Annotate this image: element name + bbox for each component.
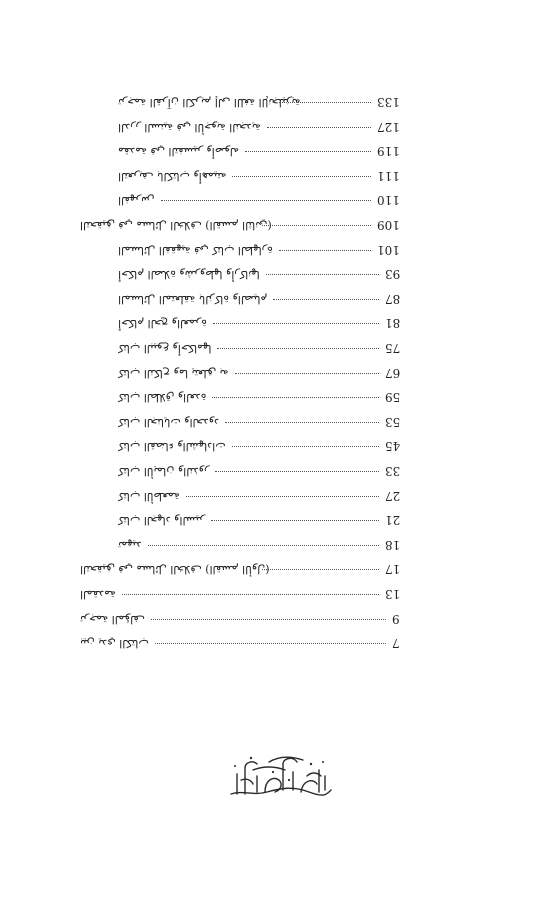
toc-page-number: 53 (384, 414, 400, 429)
toc-entry-title: الدرر السنية في الأجوبة النجدية (118, 120, 261, 134)
toc-row[interactable] (118, 291, 400, 307)
toc-entry-title: كتاب الأطعمة (118, 489, 180, 503)
toc-page-number: 133 (377, 95, 400, 109)
toc-page-number: 81 (384, 316, 400, 331)
toc-leader-dots (161, 200, 372, 201)
toc-row[interactable] (118, 389, 400, 405)
toc-row[interactable] (118, 266, 400, 282)
toc-row[interactable] (80, 561, 400, 577)
toc-entry-title: بين يدي الكتاب (80, 637, 149, 651)
toc-entry-title: كتاب النكاح وما يتعلق به (118, 366, 229, 380)
toc-entry-title: التعريف بالكتاب وأهميته (118, 169, 227, 183)
toc-page-number: 75 (384, 341, 400, 355)
toc-leader-dots (232, 176, 371, 177)
toc-entry-title: التحقيق في مسائل الخلاف (القسم الأول) (80, 563, 270, 577)
toc-entry-title: كتاب الجهاد والسير (118, 514, 206, 528)
toc-row[interactable] (118, 488, 400, 504)
toc-page-number: 110 (377, 193, 400, 208)
toc-entry-title: التحقيق في مسائل الخلاف (القسم الثاني) (80, 219, 272, 232)
toc-row[interactable] (118, 537, 400, 553)
toc-page-number: 119 (377, 144, 400, 159)
toc-page-number: 109 (377, 218, 400, 232)
toc-page-number: 127 (377, 119, 400, 134)
toc-leader-dots (273, 299, 378, 300)
toc-row[interactable] (118, 463, 400, 479)
toc-row[interactable] (118, 365, 400, 381)
toc-leader-dots (232, 446, 379, 447)
toc-leader-dots (186, 496, 379, 497)
toc-leader-dots (148, 545, 379, 546)
toc-page-number: 21 (384, 513, 400, 528)
toc-entry-title: تمهيد (118, 538, 142, 552)
toc-page-number: 93 (384, 267, 400, 282)
toc-leader-dots (155, 643, 387, 644)
calligraphy-ornament-icon (223, 750, 335, 800)
toc-leader-dots (225, 422, 379, 423)
toc-entry-title: أحكام الحج والعمرة (118, 317, 207, 331)
toc-page-number: 33 (384, 464, 400, 478)
toc-page-number: 87 (384, 291, 400, 306)
toc-leader-dots (279, 250, 371, 251)
toc-page-number: 7 (392, 636, 400, 651)
toc-page-number: 59 (384, 390, 400, 405)
toc-entry-title: المسائل المتعلقة بالزكاة والصيام (118, 292, 268, 306)
toc-leader-dots (266, 274, 379, 275)
toc-row[interactable] (80, 217, 400, 233)
toc-leader-dots (212, 397, 378, 398)
toc-entry-title: كتاب الطلاق والعدة (118, 391, 207, 405)
toc-leader-dots (235, 373, 379, 374)
toc-entry-title: الفهرس (118, 194, 155, 208)
toc-row[interactable] (118, 192, 400, 208)
toc-row[interactable] (118, 94, 400, 110)
toc-row[interactable] (118, 242, 400, 258)
toc-entry-title: كتاب الأيمان والنذور (118, 465, 210, 478)
toc-leader-dots (217, 348, 378, 349)
toc-leader-dots (151, 619, 386, 620)
toc-leader-dots (279, 102, 371, 103)
toc-leader-dots (211, 520, 379, 521)
toc-row[interactable] (118, 168, 400, 184)
toc-page-number: 45 (384, 439, 400, 454)
toc-leader-dots (267, 127, 371, 128)
toc-row[interactable] (118, 414, 400, 430)
toc-entry-title: المسائل الفقهية في كتاب الطهارة (118, 243, 273, 257)
toc-entry-title: كتاب البيوع وأحكامها (118, 342, 212, 355)
toc-row[interactable] (118, 119, 400, 135)
toc-row[interactable] (118, 315, 400, 331)
toc-row[interactable] (80, 586, 400, 602)
toc-entry-title: ترجمة القرآن الكريم إلى اللغة الإنجليزية (118, 96, 301, 109)
toc-page-number: 101 (377, 242, 400, 257)
toc-leader-dots (213, 323, 379, 324)
toc-entry-title: المقدمة (80, 588, 116, 601)
toc-entry-title: أحكام الصلاة وشروطها وأركانها (118, 268, 260, 282)
toc-page-number: 67 (384, 365, 400, 380)
toc-row[interactable] (80, 611, 400, 627)
toc-page-number: 17 (384, 562, 400, 577)
toc-entry-title: ترجمة المؤلف (80, 612, 145, 626)
toc-leader-dots (262, 569, 379, 570)
toc-page-number: 18 (384, 537, 400, 552)
toc-leader-dots (262, 225, 371, 226)
toc-entry-title: مقدمة في التفسير وأصوله (118, 145, 240, 159)
toc-leader-dots (245, 151, 371, 152)
toc-page-number: 27 (384, 488, 400, 503)
toc-leader-dots (215, 471, 378, 472)
toc-page-number: 9 (392, 611, 400, 626)
toc-leader-dots (122, 594, 379, 595)
toc-entry-title: كتاب القضاء والشهادات (118, 440, 226, 454)
toc-page-number: 111 (377, 168, 400, 183)
toc-page-number: 13 (384, 587, 400, 601)
toc-row[interactable] (118, 143, 400, 159)
toc-row[interactable] (118, 340, 400, 356)
toc-entry-title: كتاب الجنايات والحدود (118, 415, 220, 429)
toc-row[interactable] (80, 635, 400, 651)
toc-row[interactable] (118, 438, 400, 454)
toc-row[interactable] (118, 512, 400, 528)
